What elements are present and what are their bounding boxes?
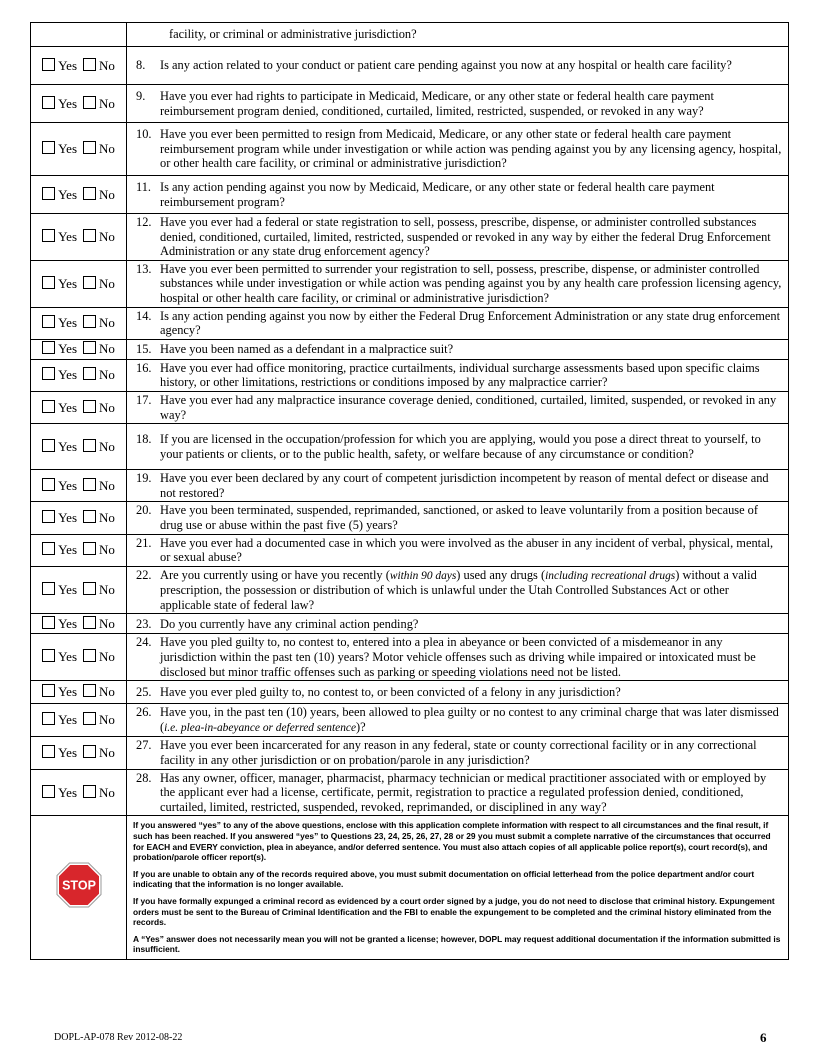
no-label: No [99, 228, 115, 244]
yes-no-cell [31, 176, 127, 214]
question-text-italic: i.e. plea-in-abeyance or deferred sentence [164, 721, 357, 734]
question-text: If you are licensed in the occupation/profession for which you are applying, would you pose a direct threat to yourself, to your patients or clients, or to the public health, safety, or welfare because of any circumstance or condition? [160, 432, 761, 461]
no-label: No [99, 57, 115, 73]
yes-no-cell [31, 123, 127, 176]
yes-label: Yes [58, 95, 78, 111]
question-text-part: ) without a valid prescription, the possession or distribution of which is unlawful under the Utah Controlled Substances Act or other applicable state of federal law? [160, 567, 757, 612]
questions-table [30, 22, 789, 960]
yes-label: Yes [58, 228, 78, 244]
yes-checkbox[interactable] [42, 96, 55, 109]
no-checkbox[interactable] [83, 439, 96, 452]
notice-paragraph: If you are unable to obtain any of the records required above, you must submit documentation on official letterhead from the police department and/or court indicating that the information is no longer available. [133, 868, 755, 890]
question-cell [127, 359, 789, 391]
yes-checkbox[interactable] [42, 367, 55, 380]
question-text: Have you ever been permitted to resign from Medicaid, Medicare, or any other state or federal health care payment reimbursement program while under investigation or while action was pending against you by any licensing agency, hospital, or other health care facility, or criminal or administrative jurisdiction? [160, 127, 782, 171]
yes-no-cell [31, 470, 127, 502]
question-number: 9. [136, 88, 146, 103]
question-number: 25. [136, 684, 152, 699]
question-text: Have you ever had a documented case in which you were involved as the abuser in any incident of verbal, physical, mental, or sexual abuse? [160, 535, 774, 565]
question-text: Is any action related to your conduct or patient care pending against you now at any hospital or health care facility? [160, 58, 732, 73]
question-text: Have you ever been incarcerated for any reason in any federal, state or county correctional facility or in any correctional facility in any other jurisdiction or on probation/parole in any jurisdiction? [160, 738, 757, 768]
no-label: No [99, 399, 115, 415]
yes-no-cell [31, 681, 127, 704]
question-row [31, 502, 789, 534]
question-row [31, 359, 789, 391]
yes-checkbox[interactable] [42, 542, 55, 555]
notice-paragraph: If you answered “yes” to any of the above questions, enclose with this application complete information with respect to all circumstances and the final result, if such has been reached. If you answered “yes” to Questions 23, 24, 25, 26, 27, 28 or 29 you must submit a complete narrative of the circumstances that occurred for EACH and EVERY conviction, plea in abeyance, and/or deferred sentence. You must also attach copies of all applicable police report(s), court record(s), and probation/parole officer report(s). [133, 820, 771, 863]
no-label: No [99, 275, 115, 291]
yes-label: Yes [58, 341, 78, 357]
question-cell [127, 566, 789, 614]
question-text: Has any owner, officer, manager, pharmacist, pharmacy technician or medical practitioner associated with or employed by the applicant ever had a license, certificate, permit, registration to practice a regulated profession denied, conditioned, curtailed, limited, restricted, suspended, revoked, reprimanded, or disciplined in any way? [160, 770, 767, 814]
question-row [31, 260, 789, 307]
yes-label: Yes [58, 477, 78, 493]
yes-no-cell [31, 260, 127, 307]
no-checkbox[interactable] [83, 96, 96, 109]
yes-no-cell [31, 534, 127, 566]
question-row [31, 85, 789, 123]
yes-checkbox[interactable] [42, 187, 55, 200]
yes-checkbox[interactable] [42, 616, 55, 629]
question-text: Have you ever had any malpractice insurance coverage denied, conditioned, curtailed, limited, suspended, or revoked in any way? [160, 392, 777, 422]
notice-paragraph: A “Yes” answer does not necessarily mean you will not be granted a license; however, DOPL may request additional documentation if the information submitted is insufficient. [133, 933, 781, 955]
stop-sign-text: STOP [61, 878, 96, 893]
question-row [31, 681, 789, 704]
question-cell [127, 391, 789, 423]
question-cell [127, 176, 789, 214]
no-checkbox[interactable] [83, 58, 96, 71]
no-label: No [99, 784, 115, 800]
question-text [160, 568, 782, 613]
yes-no-cell [31, 85, 127, 123]
yes-no-cell [31, 769, 127, 816]
no-label: No [99, 315, 115, 331]
question-row [31, 566, 789, 614]
no-checkbox[interactable] [83, 478, 96, 491]
question-number: 16. [136, 360, 152, 375]
yes-label: Yes [58, 745, 78, 761]
yes-no-cell [31, 391, 127, 423]
no-checkbox[interactable] [83, 187, 96, 200]
question-text: Have you ever had office monitoring, practice curtailments, individual surcharge assessments based upon specific claims history, or other limitations, restrictions or conditions imposed by any malpractice carrier? [160, 360, 760, 390]
no-checkbox[interactable] [83, 649, 96, 662]
yes-no-cell [31, 614, 127, 634]
yes-checkbox[interactable] [42, 510, 55, 523]
no-label: No [99, 477, 115, 493]
question-number: 18. [136, 432, 152, 447]
question-number: 28. [136, 770, 152, 785]
no-checkbox[interactable] [83, 745, 96, 758]
question-number: 20. [136, 503, 152, 518]
no-label: No [99, 684, 115, 700]
no-checkbox[interactable] [83, 229, 96, 242]
question-number: 13. [136, 261, 152, 276]
no-label: No [99, 438, 115, 454]
yes-no-cell [31, 704, 127, 737]
question-cell [127, 737, 789, 769]
yes-label: Yes [58, 315, 78, 331]
no-checkbox[interactable] [83, 684, 96, 697]
no-checkbox[interactable] [83, 141, 96, 154]
question-text: Have you been terminated, suspended, reprimanded, sanctioned, or asked to leave voluntarily from a position because of drug use or abuse within the past five (5) years? [160, 503, 758, 532]
question-cell [127, 339, 789, 359]
no-label: No [99, 615, 115, 631]
yes-no-cell [31, 566, 127, 614]
question-text [160, 705, 782, 735]
question-row [31, 634, 789, 681]
question-text: Is any action pending against you now by Medicaid, Medicare, or any other state or federal health care payment reimbursement program? [160, 179, 715, 209]
stop-sign-icon [56, 862, 102, 908]
yes-label: Yes [58, 784, 78, 800]
question-number: 15. [136, 341, 152, 356]
yes-no-cell [31, 634, 127, 681]
no-label: No [99, 649, 115, 665]
question-text: Have you ever been permitted to surrender your registration to sell, possess, prescribe, dispense, or administer controlled substances while under investigation or while action was pending against you by any health care profession licensing agency, hospital or other health care facility, or criminal or administrative jurisdiction? [160, 261, 782, 305]
yes-checkbox[interactable] [42, 684, 55, 697]
question-number: 19. [136, 471, 152, 486]
question-number: 11. [136, 179, 152, 194]
question-text-part: )? [356, 719, 366, 734]
yes-checkbox[interactable] [42, 141, 55, 154]
page-number: 6 [760, 1030, 767, 1045]
question-row [31, 123, 789, 176]
question-row [31, 424, 789, 470]
yes-label: Yes [58, 367, 78, 383]
yes-checkbox[interactable] [42, 649, 55, 662]
question-number: 22. [136, 567, 152, 582]
yes-checkbox[interactable] [42, 276, 55, 289]
no-checkbox[interactable] [83, 616, 96, 629]
question-number: 12. [136, 215, 152, 229]
form-code: DOPL-AP-078 Rev 2012-08-22 [54, 1032, 183, 1043]
no-label: No [99, 745, 115, 761]
no-checkbox[interactable] [83, 315, 96, 328]
question-number: 10. [136, 127, 152, 142]
question-cell [127, 214, 789, 261]
yes-label: Yes [58, 399, 78, 415]
question-text: Have you ever pled guilty to, no contest to, or been convicted of a felony in any jurisdiction? [160, 684, 621, 699]
question-text: Have you ever had rights to participate in Medicaid, Medicare, or any other state or federal health care payment reimbursement program denied, conditioned, curtailed, limited, restricted, suspended, or revoked in any way? [160, 88, 714, 118]
yes-no-cell [31, 424, 127, 470]
question-number: 21. [136, 535, 152, 550]
question-cell [127, 534, 789, 566]
yes-label: Yes [58, 438, 78, 454]
question-text: Have you ever been declared by any court of competent jurisdiction incompetent by reason of mental defect or disease and not restored? [160, 471, 769, 500]
question-cell [127, 47, 789, 85]
notice-text-cell [127, 816, 789, 960]
yes-no-cell [31, 307, 127, 339]
empty-cell [31, 23, 127, 47]
question-cell [127, 85, 789, 123]
question-row [31, 47, 789, 85]
question-number: 23. [136, 616, 152, 631]
no-label: No [99, 95, 115, 111]
question-text-part: Have you, in the past ten (10) years, been allowed to plea guilty or no contest to any criminal charge that was later dismissed ( [160, 705, 779, 734]
question-text: Is any action pending against you now by either the Federal Drug Enforcement Administration or any state drug enforcement agency? [160, 308, 781, 338]
yes-label: Yes [58, 684, 78, 700]
yes-no-cell [31, 214, 127, 261]
question-text: Have you been named as a defendant in a malpractice suit? [160, 341, 454, 356]
question-cell [127, 307, 789, 339]
notice-paragraph: If you have formally expunged a criminal record as evidenced by a court order signed by a judge, you do not need to disclose that criminal history. Expungement orders must be sent to the Bureau of Criminal Identification and the FBI to enable the expungement to be completed and the criminal history eliminated from the records. [133, 895, 775, 928]
no-label: No [99, 582, 115, 598]
question-number: 14. [136, 308, 152, 323]
question-text-italic: including recreational drugs [545, 569, 676, 582]
question-cell [127, 424, 789, 470]
yes-label: Yes [58, 712, 78, 728]
no-checkbox[interactable] [83, 510, 96, 523]
no-checkbox[interactable] [83, 341, 96, 354]
yes-checkbox[interactable] [42, 582, 55, 595]
question-cell [127, 681, 789, 704]
stop-cell [31, 816, 127, 960]
yes-checkbox[interactable] [42, 745, 55, 758]
question-cell [127, 260, 789, 307]
no-checkbox[interactable] [83, 785, 96, 798]
question-cell [127, 769, 789, 816]
no-label: No [99, 186, 115, 202]
question-text: Have you ever had a federal or state registration to sell, possess, prescribe, dispense, or administer controlled substances denied, conditioned, curtailed, limited, restricted, suspended or revoked in any way by either the federal Drug Enforcement Administration or any state drug enforcement agency? [160, 215, 771, 259]
yes-label: Yes [58, 57, 78, 73]
question-number: 27. [136, 738, 152, 753]
question-row [31, 737, 789, 769]
yes-checkbox[interactable] [42, 315, 55, 328]
question-row [31, 704, 789, 737]
question-text: Have you pled guilty to, no contest to, entered into a plea in abeyance or been convicted of a misdemeanor in any jurisdiction within the past ten (10) years? Motor vehicle offenses such as driving while impaired or intoxicated must be disclosed but minor traffic offenses such as parking or speeding violations need not be listed. [160, 635, 756, 679]
question-cell [127, 123, 789, 176]
question-row [31, 534, 789, 566]
question-cell [127, 502, 789, 534]
yes-label: Yes [58, 649, 78, 665]
yes-label: Yes [58, 186, 78, 202]
no-checkbox[interactable] [83, 542, 96, 555]
question-row [31, 214, 789, 261]
no-checkbox[interactable] [83, 276, 96, 289]
yes-checkbox[interactable] [42, 478, 55, 491]
no-label: No [99, 367, 115, 383]
no-checkbox[interactable] [83, 400, 96, 413]
question-row [31, 470, 789, 502]
yes-checkbox[interactable] [42, 439, 55, 452]
yes-label: Yes [58, 615, 78, 631]
yes-no-cell [31, 502, 127, 534]
notice-row [31, 816, 789, 960]
yes-no-cell [31, 737, 127, 769]
no-label: No [99, 141, 115, 156]
question-number: 17. [136, 392, 152, 407]
question-number: 24. [136, 635, 152, 650]
yes-label: Yes [58, 509, 78, 525]
question-cell [127, 614, 789, 634]
question-row [31, 614, 789, 634]
yes-checkbox[interactable] [42, 400, 55, 413]
no-checkbox[interactable] [83, 712, 96, 725]
no-label: No [99, 509, 115, 525]
question-row [31, 176, 789, 214]
yes-label: Yes [58, 141, 78, 156]
question-row [31, 391, 789, 423]
yes-label: Yes [58, 582, 78, 598]
no-label: No [99, 712, 115, 728]
yes-no-cell [31, 359, 127, 391]
yes-no-cell [31, 47, 127, 85]
continuation-row [31, 23, 789, 47]
yes-checkbox[interactable] [42, 58, 55, 71]
yes-checkbox[interactable] [42, 785, 55, 798]
no-checkbox[interactable] [83, 582, 96, 595]
yes-checkbox[interactable] [42, 712, 55, 725]
question-text-part: Are you currently using or have you recently ( [160, 567, 390, 582]
question-number: 8. [136, 58, 146, 73]
no-checkbox[interactable] [83, 367, 96, 380]
yes-label: Yes [58, 275, 78, 291]
question-row [31, 769, 789, 816]
question-cell [127, 704, 789, 737]
question-cell [127, 634, 789, 681]
yes-no-cell [31, 339, 127, 359]
no-label: No [99, 542, 115, 558]
no-label: No [99, 341, 115, 357]
yes-label: Yes [58, 542, 78, 558]
continuation-cell [127, 23, 789, 47]
yes-checkbox[interactable] [42, 341, 55, 354]
continuation-text: facility, or criminal or administrative jurisdiction? [169, 27, 417, 42]
question-number: 26. [136, 705, 152, 720]
question-row [31, 307, 789, 339]
question-text-italic: within 90 days [389, 569, 457, 582]
question-cell [127, 470, 789, 502]
question-text-part: ) used any drugs ( [456, 567, 546, 582]
question-row [31, 339, 789, 359]
yes-checkbox[interactable] [42, 229, 55, 242]
question-text: Do you currently have any criminal action pending? [160, 616, 419, 631]
